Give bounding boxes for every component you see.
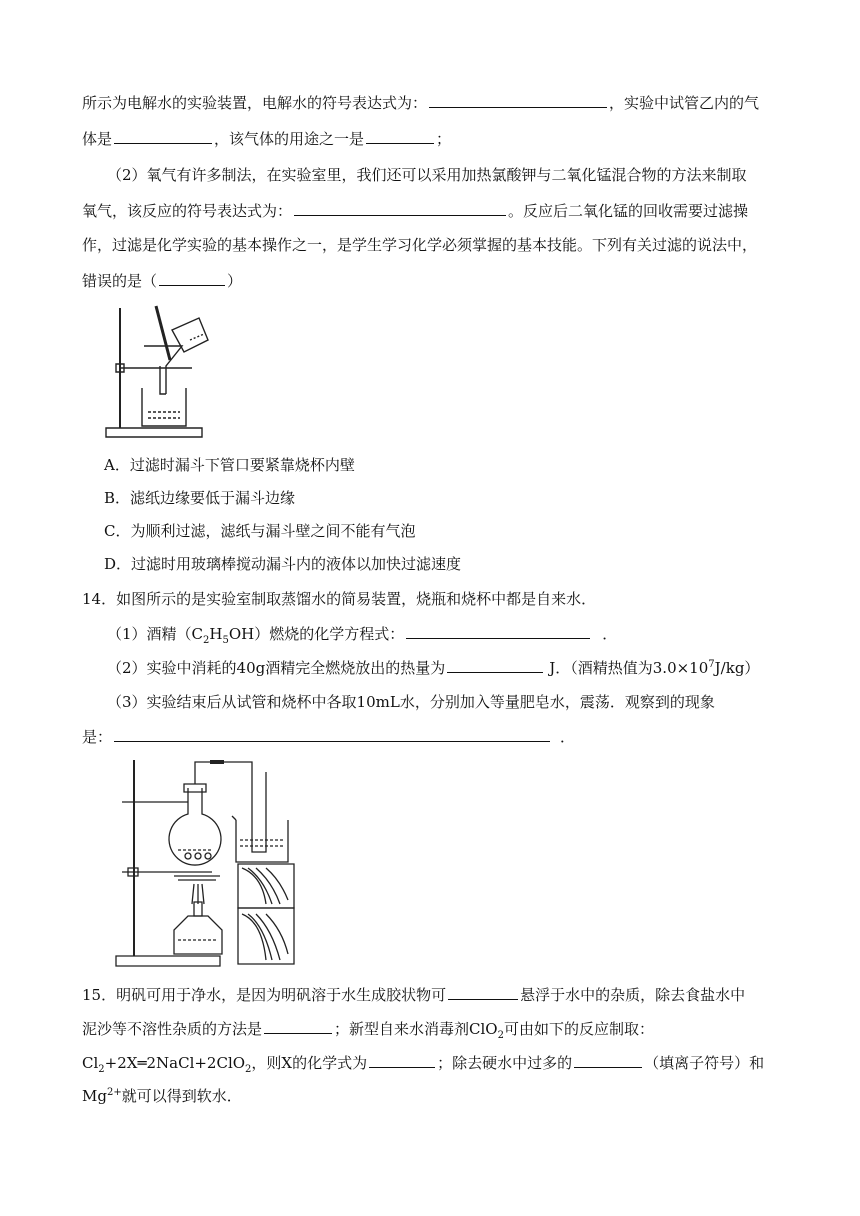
q15-text: 悬浮于水中的杂质，除去食盐水中 (520, 986, 746, 1004)
q13-text: ） (227, 272, 243, 290)
q15-text: （填离子符号）和 (644, 1054, 765, 1072)
subscript: 5 (222, 635, 229, 646)
answer-blank[interactable] (114, 726, 550, 742)
round-bottom-flask (169, 788, 221, 865)
beaker-liquid (190, 334, 204, 340)
q14-part1 (107, 623, 617, 644)
distillation-apparatus-figure (112, 754, 312, 972)
funnel (144, 346, 182, 394)
q14-stem: 14．如图所示的是实验室制取蒸馏水的简易装置，烧瓶和烧杯中都是自来水． (82, 590, 597, 608)
answer-blank[interactable] (429, 92, 607, 108)
q13-text: 所示为电解水的实验装置，电解水的符号表达式为： (82, 94, 428, 112)
wood-grain (242, 914, 288, 960)
q15-text: Mg (82, 1087, 107, 1105)
q14-text: J/kg） (714, 659, 760, 677)
q14-part3-cont (82, 726, 575, 747)
q14-text: （1）酒精（C (107, 625, 204, 643)
answer-blank[interactable] (447, 657, 543, 673)
q15-line-4 (82, 1086, 242, 1106)
q15-line-1 (82, 984, 745, 1005)
q15-text: ；除去硬水中过多的 (437, 1054, 573, 1072)
delivery-tube (195, 762, 252, 784)
stand-base (106, 428, 202, 437)
q13-part2-line-2 (82, 200, 748, 221)
stand-base (116, 956, 220, 966)
alcohol-lamp (174, 916, 222, 954)
answer-blank[interactable] (114, 128, 212, 144)
filtrate (148, 412, 180, 418)
option-b[interactable]: B．滤纸边缘要低于漏斗边缘 (104, 489, 296, 507)
answer-blank[interactable] (369, 1052, 435, 1068)
q15-text: Cl (82, 1054, 99, 1072)
option-c[interactable]: C．为顺利过滤，滤纸与漏斗壁之间不能有气泡 (104, 522, 416, 540)
flame (192, 884, 204, 904)
q15-line-2 (82, 1018, 654, 1039)
q14-text: OH）燃烧的化学方程式： (228, 625, 405, 643)
beaker-spout (232, 816, 236, 820)
q13-line-2 (82, 128, 451, 149)
q15-text: +2X═2NaCl+2ClO (104, 1054, 246, 1072)
q15-text: 就可以得到软水． (121, 1087, 242, 1105)
q13-part2-line-3: 作，过滤是化学实验的基本操作之一，是学生学习化学必须掌握的基本技能。下列有关过滤的说法中， (82, 236, 758, 254)
superscript: 7 (708, 659, 715, 670)
filtration-apparatus-figure (104, 300, 214, 440)
q15-line-3 (82, 1052, 764, 1073)
q13-text: 体是 (82, 130, 113, 148)
q14-text: J．（酒精热值为3.0×10 (549, 659, 709, 677)
answer-blank[interactable] (574, 1052, 642, 1068)
subscript: 2 (98, 1064, 105, 1075)
q15-text: ；新型自来水消毒剂ClO (334, 1020, 498, 1038)
boiling-chip (195, 853, 201, 859)
stopper (184, 784, 206, 792)
q13-text: 。反应后二氧化锰的回收需要过滤操 (508, 202, 749, 220)
funnel-stem (160, 366, 166, 394)
lamp-wick (194, 902, 202, 916)
q15-text: 15．明矾可用于净水，是因为明矾溶于水生成胶状物可 (82, 986, 447, 1004)
q13-part2-line-4 (82, 270, 242, 291)
q13-text: 氧气，该反应的符号表达式为： (82, 202, 293, 220)
q15-text: ，则X的化学式为 (251, 1054, 368, 1072)
q14-part2 (107, 657, 759, 678)
boiling-chip (205, 853, 211, 859)
q15-text: 可由如下的反应制取： (503, 1020, 654, 1038)
q13-text: ； (436, 130, 452, 148)
answer-blank[interactable] (264, 1018, 332, 1034)
subscript: 2 (245, 1064, 252, 1075)
glass-rod (156, 306, 170, 360)
answer-blank[interactable] (448, 984, 518, 1000)
q13-line-1 (82, 92, 759, 113)
q14-text: ． (560, 728, 576, 746)
q13-text: ，该气体的用途之一是 (214, 130, 365, 148)
option-d[interactable]: D．过滤时用玻璃棒搅动漏斗内的液体以加快过滤速度 (104, 555, 462, 573)
answer-blank[interactable] (294, 200, 506, 216)
q14-text: H (209, 625, 223, 643)
subscript: 2 (203, 635, 210, 646)
answer-blank[interactable] (406, 623, 590, 639)
answer-blank[interactable] (366, 128, 434, 144)
subscript: 2 (497, 1030, 504, 1041)
boiling-chip (185, 853, 191, 859)
q14-text: （2）实验中消耗的40g酒精完全燃烧放出的热量为 (107, 659, 446, 677)
q15-text: 泥沙等不溶性杂质的方法是 (82, 1020, 263, 1038)
wire-gauze (174, 876, 220, 880)
q14-part3: （3）实验结束后从试管和烧杯中各取10mL水，分别加入等量肥皂水，震荡．观察到的现象 (107, 693, 715, 711)
q13-part2-line-1: （2）氧气有许多制法，在实验室里，我们还可以采用加热氯酸钾与二氧化锰混合物的方法来制取 (107, 166, 747, 184)
superscript: 2+ (106, 1087, 122, 1098)
wood-grain (242, 868, 288, 904)
q14-text: ． (602, 625, 618, 643)
answer-blank[interactable] (159, 270, 225, 286)
q13-text: ，实验中试管乙内的气 (609, 94, 760, 112)
q14-text: 是： (82, 728, 113, 746)
q13-text: 错误的是（ (82, 272, 158, 290)
receiving-beaker (236, 820, 288, 862)
test-tube (252, 772, 266, 852)
beaker-water (240, 840, 284, 846)
option-a[interactable]: A．过滤时漏斗下管口要紧靠烧杯内壁 (104, 456, 355, 474)
